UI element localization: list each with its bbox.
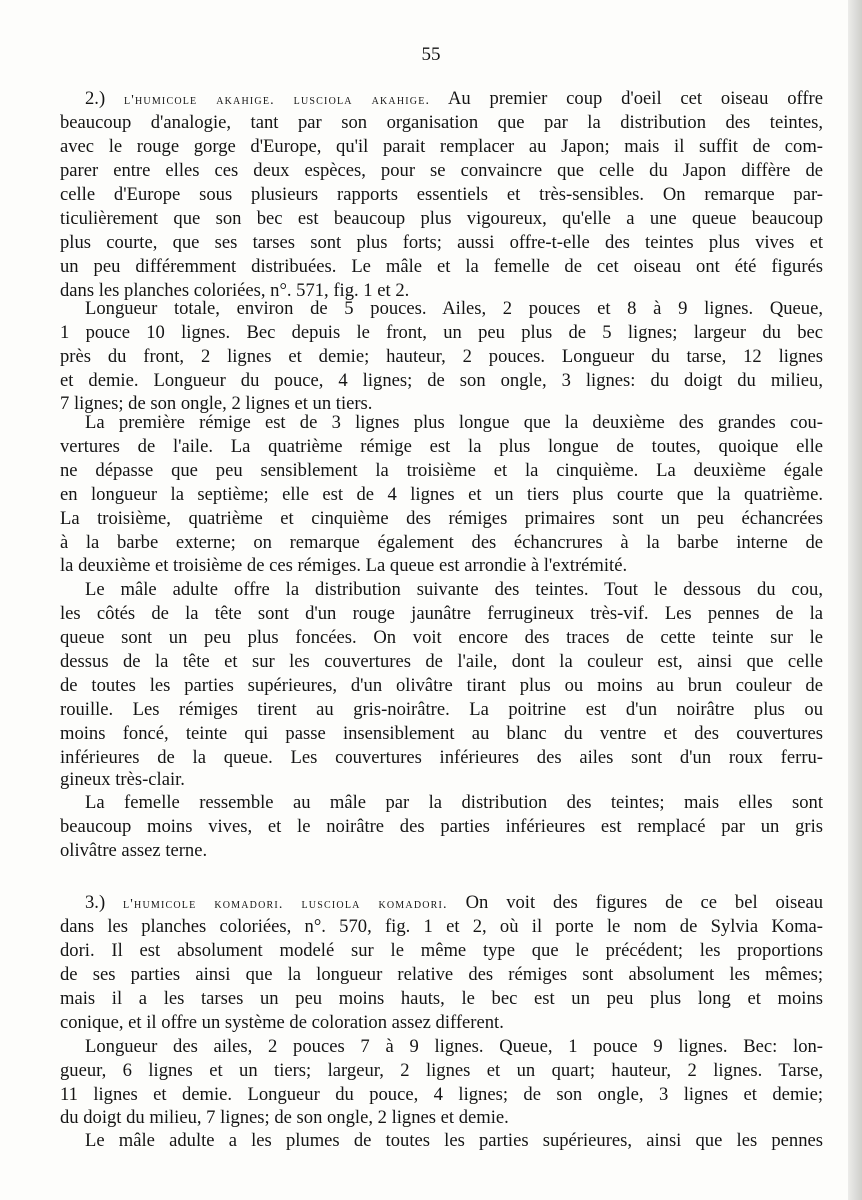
text-line: Longueur totale, environ de 5 pouces. Ailes, 2 pouces et 8 à 9 lignes. Queue, bbox=[85, 298, 823, 319]
text-line: de toutes les parties supérieures, d'un olivâtre tirant plus ou moins au brun couleur de bbox=[60, 675, 823, 696]
text-line: gueur, 6 lignes et un tiers; largeur, 2 lignes et un quart; hauteur, 2 lignes. Tarse, bbox=[60, 1060, 823, 1081]
text-line: de ses parties ainsi que la longueur relative des rémiges sont absolument les mêmes; bbox=[60, 964, 823, 985]
page-number: 55 bbox=[421, 44, 441, 65]
section-number: 2.) bbox=[85, 88, 124, 109]
text-line: dans les planches coloriées, n°. 570, fig. 1 et 2, où il porte le nom de Sylvia Koma- bbox=[60, 916, 823, 937]
text-line: queue sont un peu plus foncées. On voit encore des traces de cette teinte sur le bbox=[60, 627, 823, 648]
species-name-latin: lusciola akahige. bbox=[293, 93, 431, 108]
text-line: 7 lignes; de son ongle, 2 lignes et un tiers. bbox=[60, 393, 373, 414]
text-line: et demie. Longueur du pouce, 4 lignes; de son ongle, 3 lignes: du doigt du milieu, bbox=[60, 370, 823, 391]
text-line: olivâtre assez terne. bbox=[60, 840, 208, 861]
text-line: 3.) l'humicole komadori. lusciola komadori. On voit des figures de ce bel oiseau bbox=[85, 892, 824, 913]
text-line: 11 lignes et demie. Longueur du pouce, 4 lignes; de son ongle, 3 lignes et demie; bbox=[60, 1084, 823, 1105]
text-line: mais il a les tarses un peu moins hauts, le bec est un peu plus long et moins bbox=[60, 988, 823, 1009]
text-line: près du front, 2 lignes et demie; hauteur, 2 pouces. Longueur du tarse, 12 lignes bbox=[60, 346, 823, 367]
text-line: dori. Il est absolument modelé sur le même type que le précédent; les proportions bbox=[60, 940, 823, 961]
text-line: beaucoup moins vives, et le noirâtre des parties inférieures est remplacé par un gris bbox=[60, 816, 823, 837]
species-name-latin: lusciola komadori. bbox=[301, 897, 448, 912]
text-line: un peu différemment distribuées. Le mâle et la femelle de cet oiseau ont été figurés bbox=[60, 256, 823, 277]
text-line: parer entre elles ces deux espèces, pour se convaincre que celle du Japon diffère de bbox=[60, 160, 823, 181]
species-name-french: l'humicole akahige. bbox=[123, 93, 275, 108]
text-line: celle d'Europe sous plusieurs rapports essentiels et très-sensibles. On remarque par- bbox=[60, 184, 823, 205]
text-line: du doigt du milieu, 7 lignes; de son ongle, 2 lignes et demie. bbox=[60, 1107, 509, 1128]
text-line: La première rémige est de 3 lignes plus longue que la deuxième des grandes cou- bbox=[85, 412, 823, 433]
text-line: inférieures de la queue. Les couvertures inférieures des ailes sont d'un roux ferru- bbox=[60, 747, 823, 768]
text-line: plus courte, que ses tarses sont plus forts; aussi offre-t-elle des teintes plus vives et bbox=[60, 232, 823, 253]
species-name-french: l'humicole komadori. bbox=[123, 897, 284, 912]
text-line: dans les planches coloriées, n°. 571, fig. 1 et 2. bbox=[60, 280, 410, 301]
text-line: la deuxième et troisième de ces rémiges. La queue est arrondie à l'extrémité. bbox=[60, 555, 628, 576]
section-number: 3.) bbox=[85, 892, 123, 913]
text-line: La troisième, quatrième et cinquième des rémiges primaires sont un peu échancrées bbox=[60, 508, 823, 529]
text-line: rouille. Les rémiges tirent au gris-noirâtre. La poitrine est d'un noirâtre plus ou bbox=[60, 699, 823, 720]
text-line: 2.) l'humicole akahige. lusciola akahige. Au premier coup d'oeil cet oiseau offre bbox=[85, 88, 823, 109]
text-line: dessus de la tête et sur les couvertures de l'aile, dont la couleur est, ainsi que celle bbox=[60, 651, 823, 672]
text-line: Le mâle adulte a les plumes de toutes les parties supérieures, ainsi que les pennes bbox=[85, 1130, 823, 1151]
text-line: ne dépasse que peu sensiblement la troisième et la cinquième. La deuxième égale bbox=[60, 460, 823, 481]
text-line: Le mâle adulte offre la distribution suivante des teintes. Tout le dessous du cou, bbox=[85, 579, 823, 600]
text-line: moins foncé, teinte qui passe insensiblement au blanc du ventre et des couvertures bbox=[60, 723, 823, 744]
text-line: ticulièrement que son bec est beaucoup plus vigoureux, qu'elle a une queue beaucoup bbox=[60, 208, 823, 229]
text-line: La femelle ressemble au mâle par la distribution des teintes; mais elles sont bbox=[85, 792, 823, 813]
text-line: conique, et il offre un système de coloration assez different. bbox=[60, 1012, 504, 1033]
text-line: en longueur la septième; elle est de 4 lignes et un tiers plus courte que la quatrième. bbox=[60, 484, 823, 505]
text-line: vertures de l'aile. La quatrième rémige est la plus longue de toutes, quoique elle bbox=[60, 436, 823, 457]
text-line: 1 pouce 10 lignes. Bec depuis le front, un peu plus de 5 lignes; largeur du bec bbox=[60, 322, 823, 343]
text-line: à la barbe externe; on remarque également des échancrures à la barbe interne de bbox=[60, 532, 823, 553]
text-line: les côtés de la tête sont d'un rouge jaunâtre ferrugineux très-vif. Les pennes de la bbox=[60, 603, 823, 624]
text-line: avec le rouge gorge d'Europe, qu'il parait remplacer au Japon; mais il suffit de com- bbox=[60, 136, 823, 157]
text-line: Longueur des ailes, 2 pouces 7 à 9 lignes. Queue, 1 pouce 9 lignes. Bec: lon- bbox=[85, 1036, 823, 1057]
text-line: gineux très-clair. bbox=[60, 769, 185, 790]
text-line: beaucoup d'analogie, tant par son organisation que par la distribution des teintes, bbox=[60, 112, 823, 133]
